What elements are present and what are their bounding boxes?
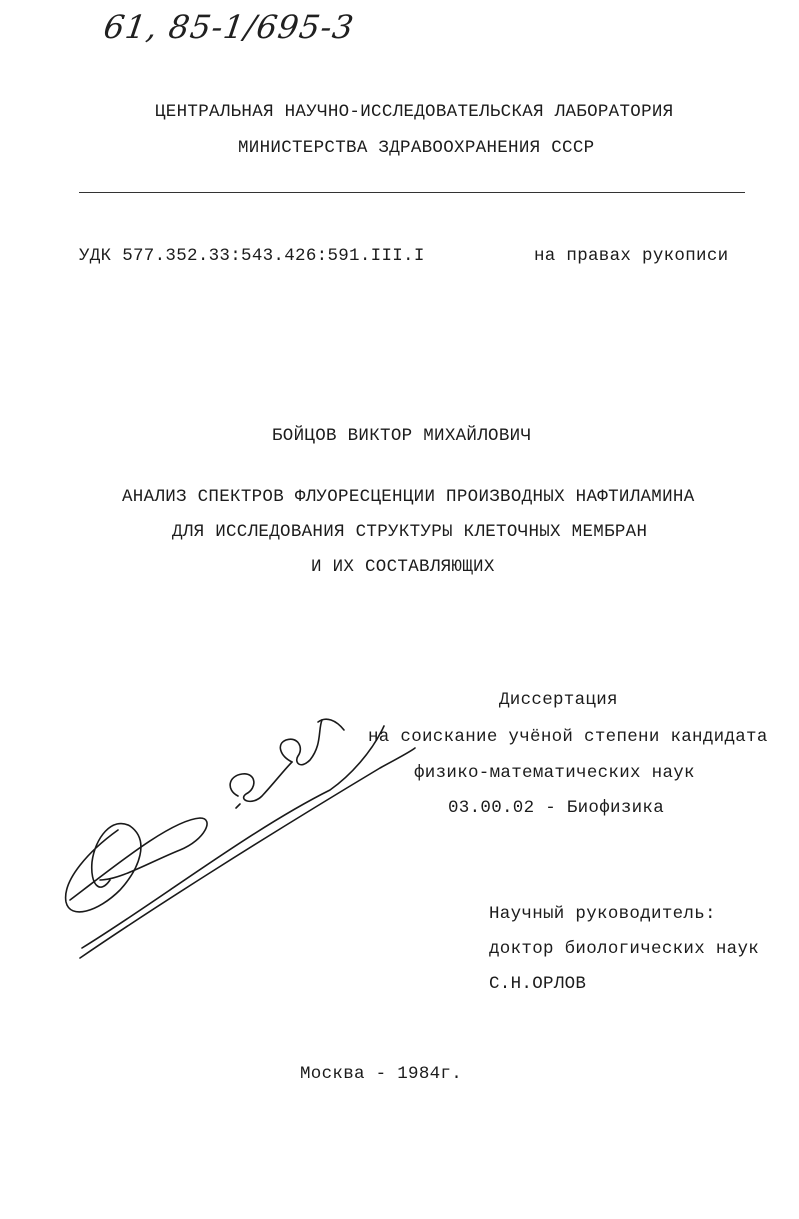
dissertation-line-3: физико-математических наук xyxy=(414,763,695,783)
institution-line-2: МИНИСТЕРСТВА ЗДРАВООХРАНЕНИЯ СССР xyxy=(238,138,595,158)
title-line-1: АНАЛИЗ СПЕКТРОВ ФЛУОРЕСЦЕНЦИИ ПРОИЗВОДНЫХ НАФТИЛАМИНА xyxy=(122,487,695,507)
city-year: Москва - 1984г. xyxy=(300,1064,463,1084)
title-line-2: ДЛЯ ИССЛЕДОВАНИЯ СТРУКТУРЫ КЛЕТОЧНЫХ МЕМБРАН xyxy=(172,522,648,542)
supervisor-line-1: Научный руководитель: xyxy=(489,904,716,924)
dissertation-line-4: 03.00.02 - Биофизика xyxy=(448,798,665,818)
supervisor-line-3: С.Н.ОРЛОВ xyxy=(489,974,587,994)
institution-line-1: ЦЕНТРАЛЬНАЯ НАУЧНО-ИССЛЕДОВАТЕЛЬСКАЯ ЛАБОРАТОРИЯ xyxy=(155,102,674,122)
rights-note: на правах рукописи xyxy=(534,246,729,266)
dissertation-line-2: на соискание учёной степени кандидата xyxy=(368,727,768,747)
supervisor-line-2: доктор биологических наук xyxy=(489,939,760,959)
dissertation-line-1: Диссертация xyxy=(499,690,618,710)
udc-code: УДК 577.352.33:543.426:591.III.I xyxy=(79,246,425,266)
author-name: БОЙЦОВ ВИКТОР МИХАЙЛОВИЧ xyxy=(272,426,532,446)
archive-number: 61, 85-1/695-3 xyxy=(101,8,357,46)
title-line-3: И ИХ СОСТАВЛЯЮЩИХ xyxy=(311,557,495,577)
